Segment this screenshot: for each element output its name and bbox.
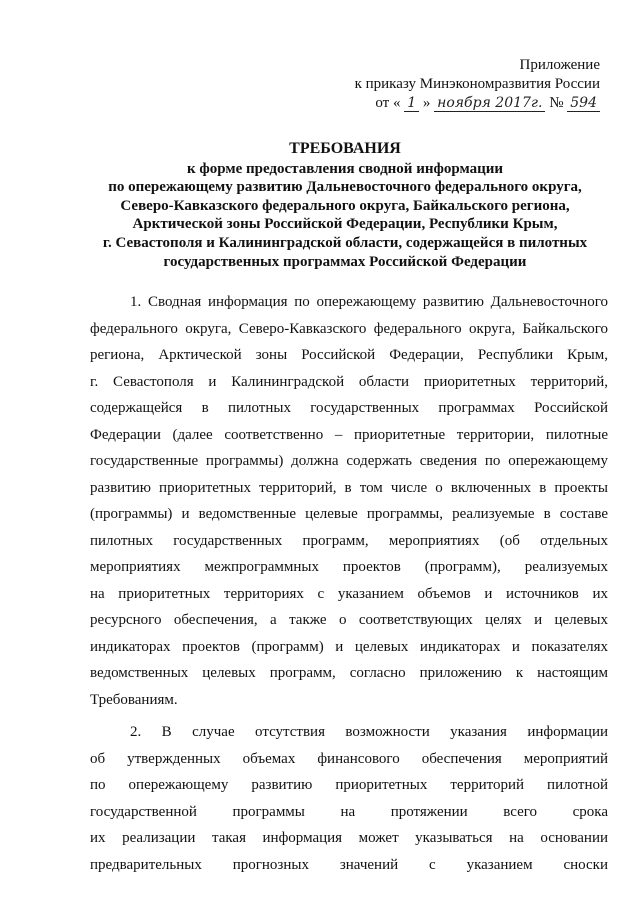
handwritten-order-number: 594 (567, 95, 600, 112)
text-line: Федерации (далее соответственно – приоритетные территории, пилотные (90, 426, 608, 443)
paragraph-2 (90, 719, 608, 878)
appendix-header (300, 56, 600, 113)
document-title (80, 140, 610, 271)
text-line: на приоритетных территориях с указанием объемов и источников их (90, 585, 608, 602)
text-line: содержащейся в пилотных государственных программах Российской (90, 400, 608, 416)
title-line: государственных программах Российской Федерации (163, 253, 527, 270)
text-line: их реализации такая информация может указываться на основании (90, 830, 608, 846)
text-line: предварительных прогнозных значений с указанием сноски (90, 856, 608, 873)
text-line: пилотных государственных программ, мероприятиях (об отдельных (90, 532, 608, 549)
text-line: по опережающему развитию приоритетных территорий пилотной (90, 777, 608, 793)
date-mid: » (422, 95, 431, 111)
text-line: федерального округа, Северо-Кавказского федерального округа, Байкальского (90, 320, 608, 337)
text-line: ведомственных целевых программ, согласно приложению к настоящим (90, 665, 608, 681)
title-line: Северо-Кавказского федерального округа, Байкальского региона, (120, 197, 570, 214)
text-line: ресурсного обеспечения, а также о соответствующих целях и целевых (90, 612, 608, 628)
text-line: 2. В случае отсутствия возможности указания информации (130, 724, 608, 740)
text-line: г. Севастополя и Калининградской области приоритетных территорий, (90, 373, 608, 390)
appendix-label: Приложение (519, 57, 600, 73)
text-line: индикаторах проектов (программ) и целевых индикаторах и показателях (90, 638, 608, 655)
text-line: Требованиям. (90, 691, 178, 708)
title-line: г. Севастополя и Калининградской области, содержащейся в пилотных (102, 234, 588, 251)
paragraph-1 (90, 289, 608, 713)
text-line: 1. Сводная информация по опережающему развитию Дальневосточного (130, 294, 608, 310)
text-line: об утвержденных объемах финансового обеспечения мероприятий (90, 750, 608, 767)
text-line: развитию приоритетных территорий, в том числе о включенных в проекты (90, 479, 608, 496)
title-line: к форме предоставления сводной информации (186, 160, 504, 177)
document-body (90, 289, 608, 878)
title-line: по опережающему развитию Дальневосточного федерального округа, (108, 179, 582, 196)
handwritten-month-year: ноября 2017г. (434, 95, 545, 112)
text-line: государственной программы на протяжении всего срока (90, 803, 608, 820)
number-label: № (549, 95, 564, 111)
text-line: региона, Арктической зоны Российской Федерации, Республики Крым, (90, 347, 608, 363)
handwritten-day: 1 (404, 95, 419, 112)
title-line: Арктической зоны Российской Федерации, Республики Крым, (132, 216, 558, 233)
text-line: государственные программы) должна содержать сведения по опережающему (90, 453, 608, 469)
order-reference: к приказу Минэкономразвития России (354, 76, 600, 92)
text-line: (программы) и ведомственные целевые программы, реализуемые в составе (90, 506, 608, 522)
date-prefix: от « (375, 95, 401, 111)
order-date-line (300, 94, 600, 113)
title-main: ТРЕБОВАНИЯ (289, 140, 401, 157)
text-line: мероприятиях межпрограммных проектов (программ), реализуемых (90, 559, 608, 575)
